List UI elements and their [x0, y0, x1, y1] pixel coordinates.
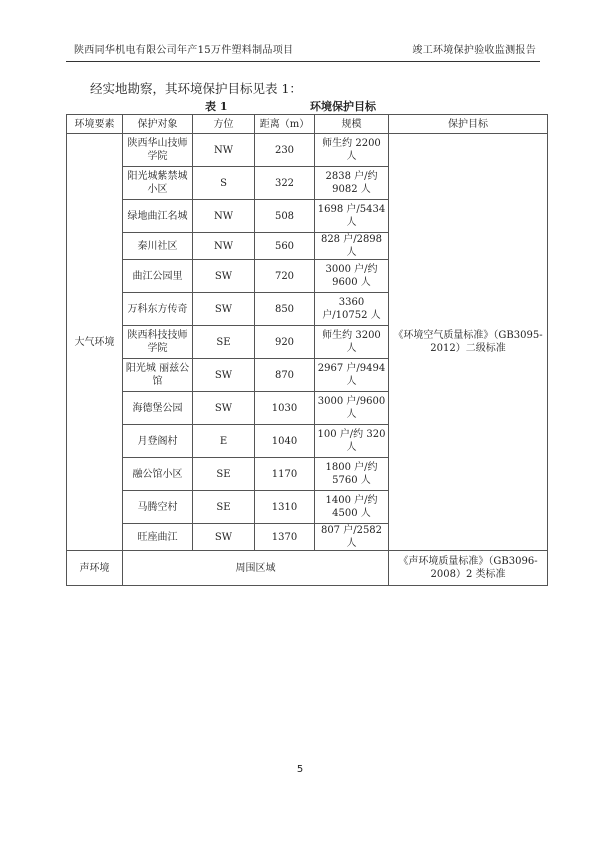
cell-scale: 807 户/2582 人 — [315, 524, 389, 551]
column-header: 保护目标 — [389, 115, 548, 134]
cell-direction: SW — [193, 293, 255, 326]
cell-object: 马腾空村 — [123, 491, 193, 524]
protection-targets-table — [66, 114, 548, 586]
cell-object: 海德堡公园 — [123, 392, 193, 425]
cell-object: 万科东方传奇 — [123, 293, 193, 326]
cell-object: 秦川社区 — [123, 233, 193, 260]
cell-scale: 2967 户/9494 人 — [315, 359, 389, 392]
cell-direction: SE — [193, 491, 255, 524]
cell-scale: 3000 户/9600 人 — [315, 392, 389, 425]
cell-scale: 3360 户/10752 人 — [315, 293, 389, 326]
column-header: 规模 — [315, 115, 389, 134]
cell-scale: 1400 户/约 4500 人 — [315, 491, 389, 524]
header-report-title: 竣工环境保护验收监测报告 — [412, 45, 536, 56]
air-section — [67, 134, 548, 551]
cell-scale: 师生约 2200 人 — [315, 134, 389, 167]
cell-object: 绿地曲江名城 — [123, 200, 193, 233]
column-header: 保护对象 — [123, 115, 193, 134]
cell-area: 周围区域 — [123, 551, 389, 586]
noise-section — [67, 551, 548, 586]
cell-distance: 1030 — [255, 392, 315, 425]
cell-scale: 1800 户/约 5760 人 — [315, 458, 389, 491]
cell-object: 陕西科技技师学院 — [123, 326, 193, 359]
cell-direction: SW — [193, 260, 255, 293]
cell-distance: 1310 — [255, 491, 315, 524]
cell-scale: 2838 户/约 9082 人 — [315, 167, 389, 200]
cell-target: 《环境空气质量标准》（GB3095-2012）二级标准 — [389, 134, 548, 551]
cell-direction: E — [193, 425, 255, 458]
cell-object: 阳光城紫禁城小区 — [123, 167, 193, 200]
cell-distance: 920 — [255, 326, 315, 359]
cell-distance: 1040 — [255, 425, 315, 458]
cell-direction: SE — [193, 458, 255, 491]
cell-direction: SW — [193, 524, 255, 551]
cell-distance: 230 — [255, 134, 315, 167]
cell-direction: NW — [193, 233, 255, 260]
header-rule — [66, 61, 540, 62]
cell-scale: 3000 户/约 9600 人 — [315, 260, 389, 293]
table-header-row — [67, 115, 548, 134]
column-header: 环境要素 — [67, 115, 123, 134]
column-header: 方位 — [193, 115, 255, 134]
cell-distance: 508 — [255, 200, 315, 233]
cell-scale: 100 户/约 320 人 — [315, 425, 389, 458]
cell-object: 月登阁村 — [123, 425, 193, 458]
table-row — [67, 134, 548, 167]
cell-element: 大气环境 — [67, 134, 123, 551]
cell-distance: 850 — [255, 293, 315, 326]
header-project-title: 陕西同华机电有限公司年产15万件塑料制品项目 — [74, 45, 294, 56]
cell-direction: S — [193, 167, 255, 200]
page-number: 5 — [296, 764, 304, 775]
cell-direction: NW — [193, 134, 255, 167]
cell-element: 声环境 — [67, 551, 123, 586]
cell-scale: 1698 户/5434 人 — [315, 200, 389, 233]
intro-paragraph: 经实地勘察，其环境保护目标见表 1： — [90, 81, 302, 96]
cell-object: 阳光城 丽兹公馆 — [123, 359, 193, 392]
cell-object: 曲江公园里 — [123, 260, 193, 293]
cell-direction: SW — [193, 359, 255, 392]
cell-object: 旺座曲江 — [123, 524, 193, 551]
cell-direction: SW — [193, 392, 255, 425]
cell-target: 《声环境质量标准》（GB3096-2008）2 类标准 — [389, 551, 548, 586]
cell-scale: 828 户/2898 人 — [315, 233, 389, 260]
cell-distance: 870 — [255, 359, 315, 392]
column-header: 距离（m） — [255, 115, 315, 134]
cell-distance: 1170 — [255, 458, 315, 491]
cell-direction: NW — [193, 200, 255, 233]
cell-distance: 1370 — [255, 524, 315, 551]
cell-distance: 560 — [255, 233, 315, 260]
table-title: 环境保护目标 — [310, 100, 376, 113]
cell-direction: SE — [193, 326, 255, 359]
cell-object: 陕西华山技师学院 — [123, 134, 193, 167]
cell-distance: 322 — [255, 167, 315, 200]
table-row — [67, 551, 548, 586]
cell-scale: 师生约 3200 人 — [315, 326, 389, 359]
table-number: 表 1 — [205, 100, 228, 113]
page-header — [66, 41, 546, 55]
cell-object: 融公馆小区 — [123, 458, 193, 491]
cell-distance: 720 — [255, 260, 315, 293]
